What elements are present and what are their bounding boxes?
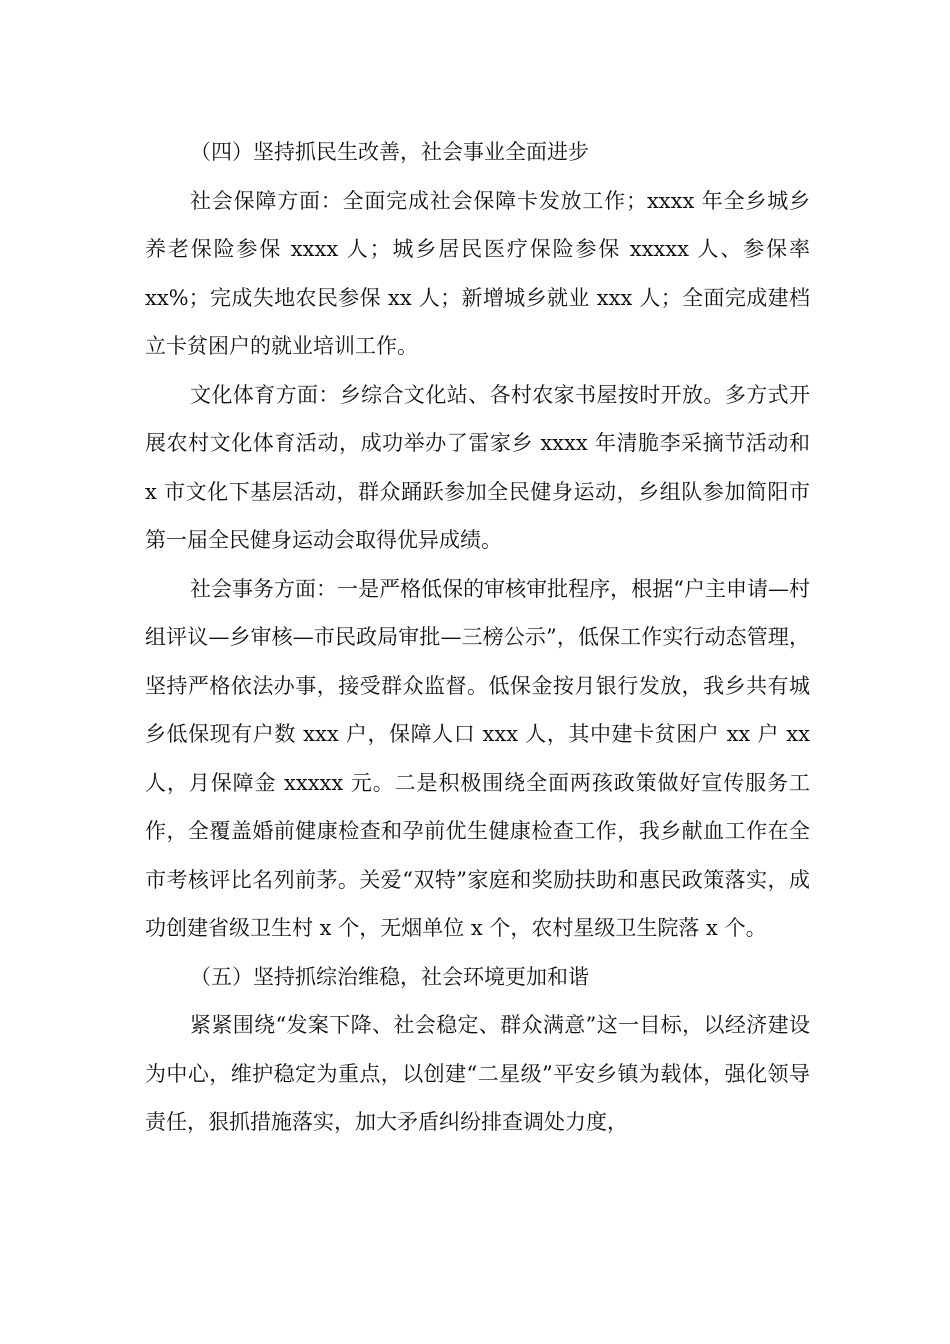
section-heading-4: （四）坚持抓民生改善，社会事业全面进步: [190, 140, 589, 164]
culture-sports-paragraph: 文化体育方面：乡综合文化站、各村农家书屋按时开放。多方式开展农村文化体育活动，成功举办了雷家乡 xxxx 年清脆李采摘节活动和 x 市文化下基层活动，群众踊跃参加全民健身运动，乡组队参加简阳市第一届全民健身运动会取得优异成绩。: [145, 382, 810, 552]
social-security-paragraph: 社会保障方面：全面完成社会保障卡发放工作；xxxx 年全乡城乡养老保险参保 xxxx 人；城乡居民医疗保险参保 xxxxx 人、参保率 xx%；完成失地农民参保 xx 人；新增城乡就业 xxx 人；全面完成建档立卡贫困户的就业培训工作。: [145, 188, 810, 358]
stability-paragraph: 紧紧围绕“发案下降、社会稳定、群众满意”这一目标，以经济建设为中心，维护稳定为重点，以创建“二星级”平安乡镇为载体，强化领导责任，狠抓措施落实，加大矛盾纠纷排查调处力度，: [145, 1013, 810, 1134]
section-heading-5: （五）坚持抓综治维稳，社会环境更加和谐: [190, 964, 589, 989]
social-affairs-paragraph: 社会事务方面：一是严格低保的审核审批程序，根据“户主申请—村组评议—乡审核—市民政局审批—三榜公示”，低保工作实行动态管理，坚持严格依法办事，接受群众监督。低保金按月银行发放，我乡共有城乡低保现有户数 xxx 户，保障人口 xxx 人，其中建卡贫困户 xx 户 xx 人，月保障金 xxxxx 元。二是积极围绕全面两孩政策做好宣传服务工作，全覆盖婚前健康检查和孕前优生健康检查工作，我乡献血工作在全市考核评比名列前茅。关爱“双特”家庭和奖励扶助和惠民政策落实，成功创建省级卫生村 x 个，无烟单位 x 个，农村星级卫生院落 x 个。: [145, 576, 810, 940]
document-body: [145, 128, 810, 1147]
